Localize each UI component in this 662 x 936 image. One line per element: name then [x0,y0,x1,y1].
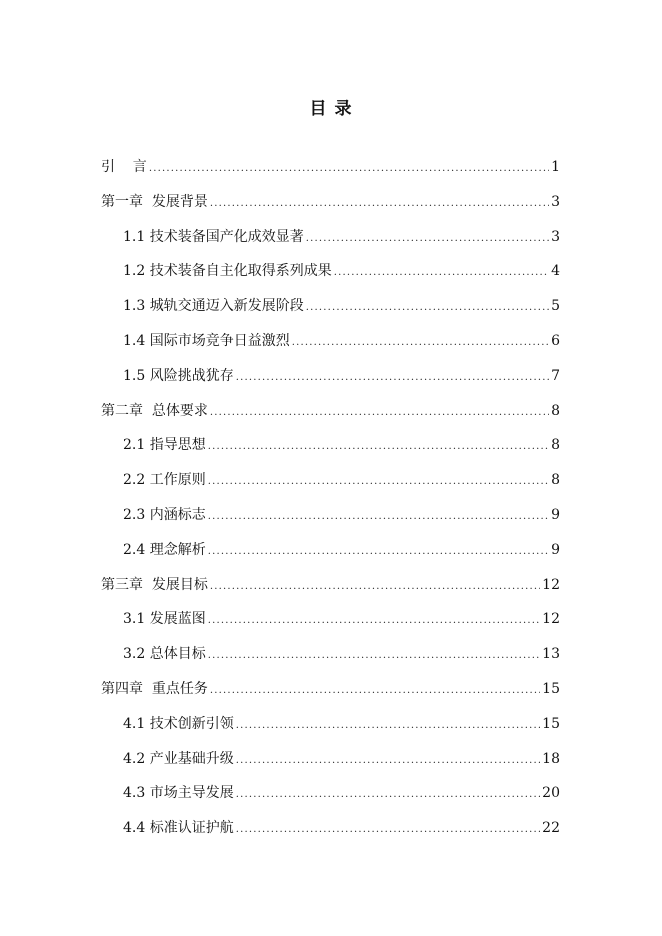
toc-entry-label: 4.1 技术创新引领 [123,716,234,732]
toc-chapter-entry[interactable] [101,678,560,700]
toc-page-number: 5 [551,298,560,314]
toc-page-number: 6 [551,333,560,349]
toc-section-entry[interactable] [123,504,560,526]
toc-section-entry[interactable] [123,226,560,248]
toc-section-entry[interactable] [123,295,560,317]
toc-entry-label: 2.3 内涵标志 [123,507,206,523]
toc-page-number: 7 [551,368,560,384]
dot-leader [208,436,549,458]
toc-page-number: 20 [542,785,560,801]
toc-page-number: 12 [542,577,560,593]
toc-section-entry[interactable] [123,748,560,770]
dot-leader [149,158,549,180]
toc-section-entry[interactable] [123,782,560,804]
toc-page-number: 15 [542,716,560,732]
toc-section-entry[interactable] [123,330,560,352]
toc-entry-label: 引 言 [101,159,147,175]
toc-entry-label: 1.4 国际市场竞争日益激烈 [123,333,290,349]
toc-chapter-entry[interactable] [101,156,560,178]
toc-chapter-entry[interactable] [101,574,560,596]
toc-entry-label: 4.3 市场主导发展 [123,785,234,801]
toc-page-number: 4 [551,263,560,279]
toc-page-number: 8 [551,472,560,488]
toc-section-entry[interactable] [123,365,560,387]
toc-entry-label: 1.5 风险挑战犹存 [123,368,234,384]
toc-page-number: 3 [551,229,560,245]
toc-page-number: 3 [551,194,560,210]
toc-entry-label: 第四章 重点任务 [101,681,208,697]
dot-leader [306,297,549,319]
toc-entry-label: 2.4 理念解析 [123,542,206,558]
toc-entry-label: 4.4 标准认证护航 [123,820,234,836]
dot-leader [208,610,540,632]
toc-section-entry[interactable] [123,469,560,491]
dot-leader [210,193,549,215]
toc-section-entry[interactable] [123,260,560,282]
toc-entry-label: 2.1 指导思想 [123,437,206,453]
dot-leader [210,680,540,702]
toc-entry-label: 第一章 发展背景 [101,194,208,210]
dot-leader [210,576,540,598]
toc-page-number: 1 [551,159,560,175]
toc-entry-label: 1.2 技术装备自主化取得系列成果 [123,263,332,279]
toc-entry-label: 3.1 发展蓝图 [123,611,206,627]
toc-page-number: 15 [542,681,560,697]
toc-section-entry[interactable] [123,539,560,561]
toc-chapter-entry[interactable] [101,400,560,422]
toc-section-entry[interactable] [123,817,560,839]
dot-leader [236,819,540,841]
toc-entry-label: 1.3 城轨交通迈入新发展阶段 [123,298,304,314]
dot-leader [208,541,549,563]
toc-entry-label: 2.2 工作原则 [123,472,206,488]
toc-page-number: 18 [542,751,560,767]
dot-leader [208,471,549,493]
toc-title: 目 录 [309,99,353,119]
toc-section-entry[interactable] [123,643,560,665]
toc-page-number: 9 [551,542,560,558]
toc-page-number: 13 [542,646,560,662]
toc-page-number: 12 [542,611,560,627]
dot-leader [236,367,549,389]
toc-section-entry[interactable] [123,713,560,735]
dot-leader [208,506,549,528]
dot-leader [236,750,540,772]
toc-page-number: 22 [542,820,560,836]
toc-page-number: 8 [551,403,560,419]
toc-entry-label: 3.2 总体目标 [123,646,206,662]
toc-section-entry[interactable] [123,434,560,456]
dot-leader [236,784,540,806]
dot-leader [306,228,549,250]
toc-page-number: 8 [551,437,560,453]
toc-entry-label: 4.2 产业基础升级 [123,751,234,767]
dot-leader [208,645,540,667]
toc-page-number: 9 [551,507,560,523]
toc-entry-label: 第二章 总体要求 [101,403,208,419]
dot-leader [334,262,549,284]
dot-leader [210,402,549,424]
dot-leader [236,715,540,737]
toc-entry-label: 第三章 发展目标 [101,577,208,593]
toc-section-entry[interactable] [123,608,560,630]
toc-entry-label: 1.1 技术装备国产化成效显著 [123,229,304,245]
dot-leader [292,332,549,354]
toc-chapter-entry[interactable] [101,191,560,213]
